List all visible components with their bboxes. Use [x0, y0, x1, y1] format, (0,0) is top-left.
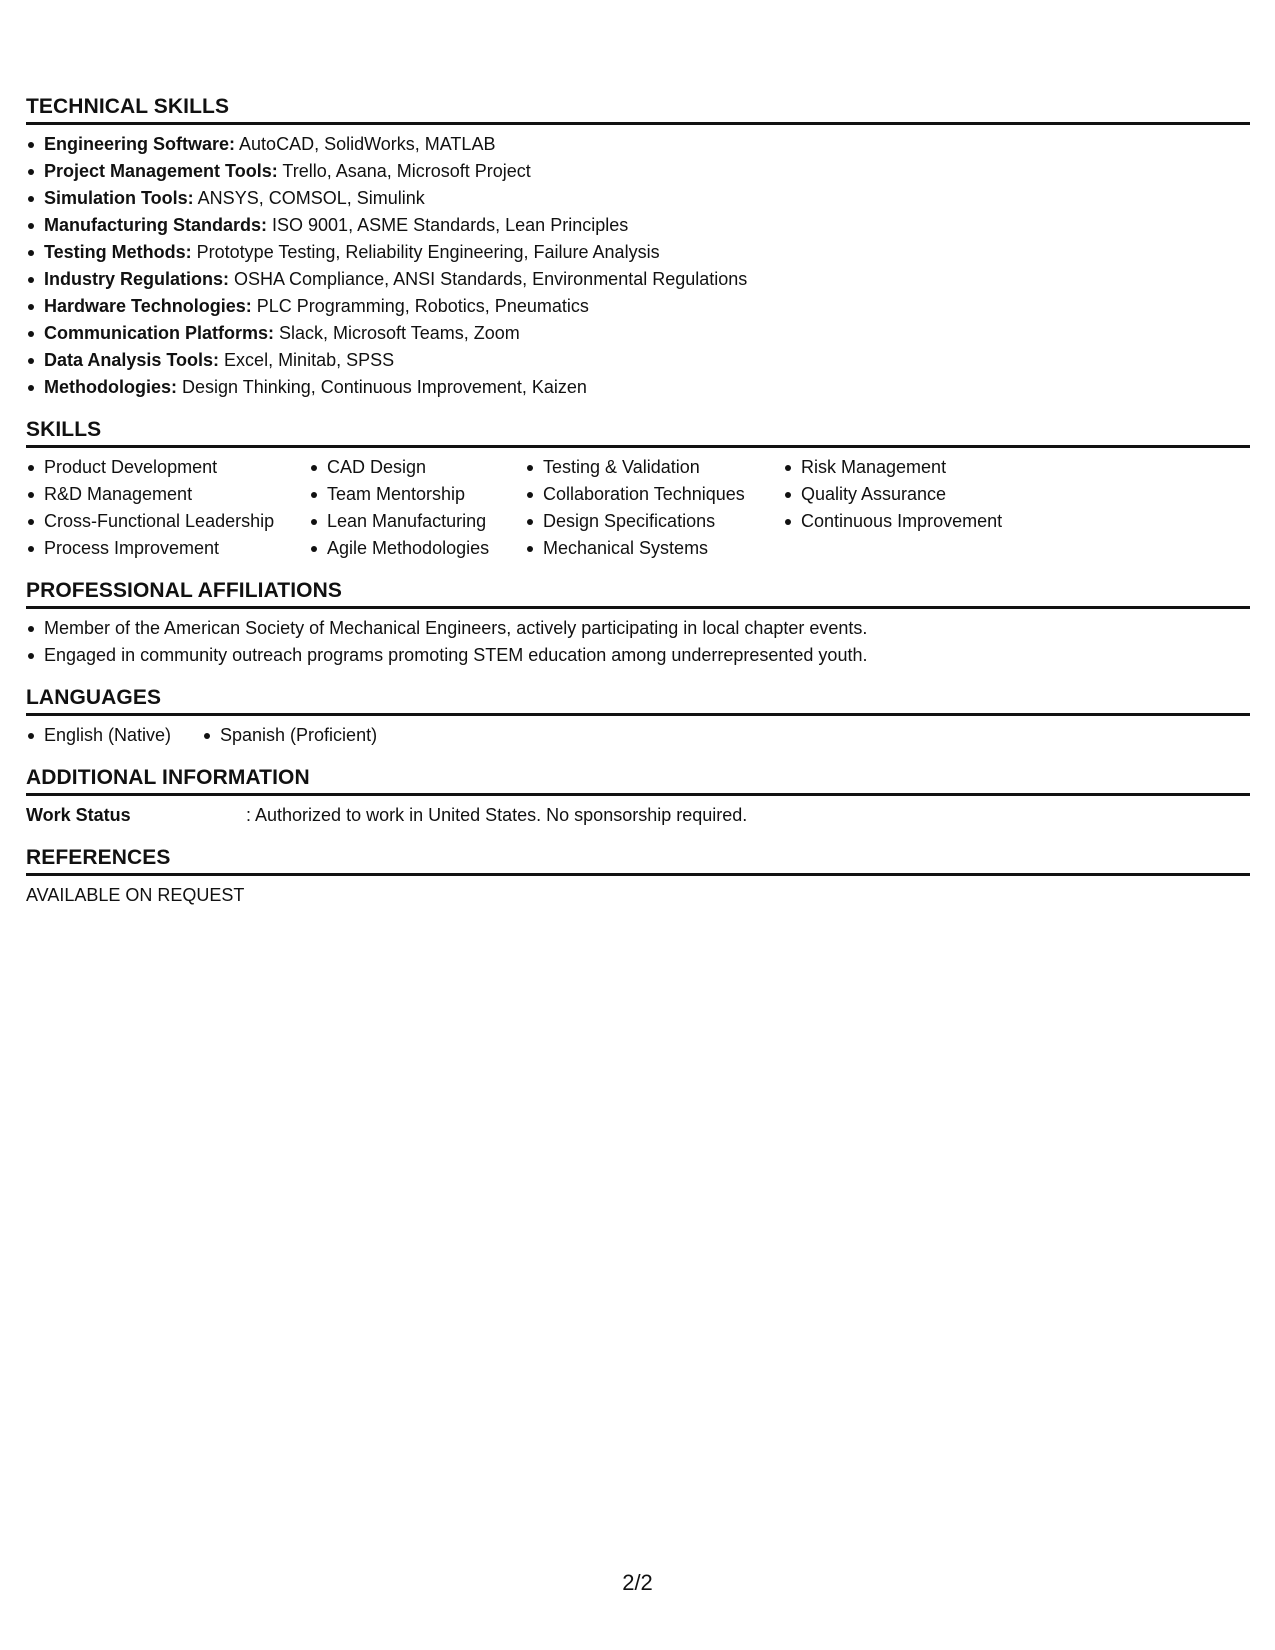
additional-info-section	[26, 765, 1250, 829]
section-title-references: REFERENCES	[26, 845, 1250, 876]
skills-column	[26, 454, 309, 562]
list-item	[44, 266, 1250, 293]
list-item: Mechanical Systems	[543, 535, 783, 562]
skill-value: Excel, Minitab, SPSS	[219, 350, 395, 370]
list-item	[44, 374, 1250, 401]
skill-value: PLC Programming, Robotics, Pneumatics	[251, 296, 589, 316]
list-item: Lean Manufacturing	[327, 508, 525, 535]
affiliations-list	[26, 615, 1250, 669]
list-item: Engaged in community outreach programs promoting STEM education among underrepresented youth.	[44, 642, 1250, 669]
section-title-skills: SKILLS	[26, 417, 1250, 448]
list-item	[44, 185, 1250, 212]
list-item	[44, 212, 1250, 239]
list-item: Member of the American Society of Mechanical Engineers, actively participating in local chapter events.	[44, 615, 1250, 642]
skill-label: Engineering Software:	[44, 134, 236, 154]
list-item: Quality Assurance	[801, 481, 1061, 508]
skills-grid	[26, 454, 1250, 562]
skill-value: Slack, Microsoft Teams, Zoom	[274, 323, 520, 343]
page-number: 2/2	[622, 1570, 653, 1595]
list-item	[44, 239, 1250, 266]
list-item: Cross-Functional Leadership	[44, 508, 309, 535]
skills-column	[525, 454, 783, 562]
skill-value: AutoCAD, SolidWorks, MATLAB	[235, 134, 496, 154]
references-text: AVAILABLE ON REQUEST	[26, 885, 245, 905]
list-item: Testing & Validation	[543, 454, 783, 481]
skill-value: OSHA Compliance, ANSI Standards, Environmental Regulations	[229, 269, 748, 289]
list-item: CAD Design	[327, 454, 525, 481]
list-item: Continuous Improvement	[801, 508, 1061, 535]
skills-column	[309, 454, 525, 562]
skill-value: Prototype Testing, Reliability Engineering, Failure Analysis	[191, 242, 660, 262]
skill-label: Communication Platforms:	[44, 323, 275, 343]
skill-label: Manufacturing Standards:	[44, 215, 268, 235]
list-item: Spanish (Proficient)	[220, 722, 440, 749]
languages-section	[26, 685, 1250, 749]
list-item	[44, 293, 1250, 320]
skill-value: ANSYS, COMSOL, Simulink	[193, 188, 425, 208]
affiliations-section	[26, 578, 1250, 669]
list-item: Process Improvement	[44, 535, 309, 562]
languages-column	[26, 722, 202, 749]
skill-value: Trello, Asana, Microsoft Project	[277, 161, 531, 181]
list-item	[44, 347, 1250, 374]
work-status-value: : Authorized to work in United States. No sponsorship required.	[246, 805, 748, 825]
languages-column	[202, 722, 440, 749]
skill-label: Industry Regulations:	[44, 269, 230, 289]
skill-label: Testing Methods:	[44, 242, 192, 262]
list-item	[44, 158, 1250, 185]
skill-value: Design Thinking, Continuous Improvement, Kaizen	[177, 377, 587, 397]
skill-label: Project Management Tools:	[44, 161, 278, 181]
languages-list	[26, 722, 1250, 749]
work-status-row	[26, 802, 1250, 829]
list-item: Risk Management	[801, 454, 1061, 481]
list-item: English (Native)	[44, 722, 202, 749]
references-section	[26, 845, 1250, 909]
section-title-technical-skills: TECHNICAL SKILLS	[26, 94, 1250, 125]
technical-skills-list	[26, 131, 1250, 401]
skills-column	[783, 454, 1061, 562]
list-item: Team Mentorship	[327, 481, 525, 508]
list-item: Agile Methodologies	[327, 535, 525, 562]
technical-skills-section	[26, 94, 1250, 401]
list-item: Product Development	[44, 454, 309, 481]
work-status-label: Work Status	[26, 805, 131, 825]
skill-label: Hardware Technologies:	[44, 296, 252, 316]
list-item: Collaboration Techniques	[543, 481, 783, 508]
section-title-additional-info: ADDITIONAL INFORMATION	[26, 765, 1250, 796]
list-item: R&D Management	[44, 481, 309, 508]
list-item	[44, 131, 1250, 158]
skill-label: Methodologies:	[44, 377, 177, 397]
skill-label: Data Analysis Tools:	[44, 350, 220, 370]
list-item	[44, 320, 1250, 347]
section-title-languages: LANGUAGES	[26, 685, 1250, 716]
skills-section	[26, 417, 1250, 562]
list-item: Design Specifications	[543, 508, 783, 535]
skill-label: Simulation Tools:	[44, 188, 194, 208]
skill-value: ISO 9001, ASME Standards, Lean Principles	[267, 215, 629, 235]
section-title-affiliations: PROFESSIONAL AFFILIATIONS	[26, 578, 1250, 609]
resume-page	[26, 94, 1250, 909]
